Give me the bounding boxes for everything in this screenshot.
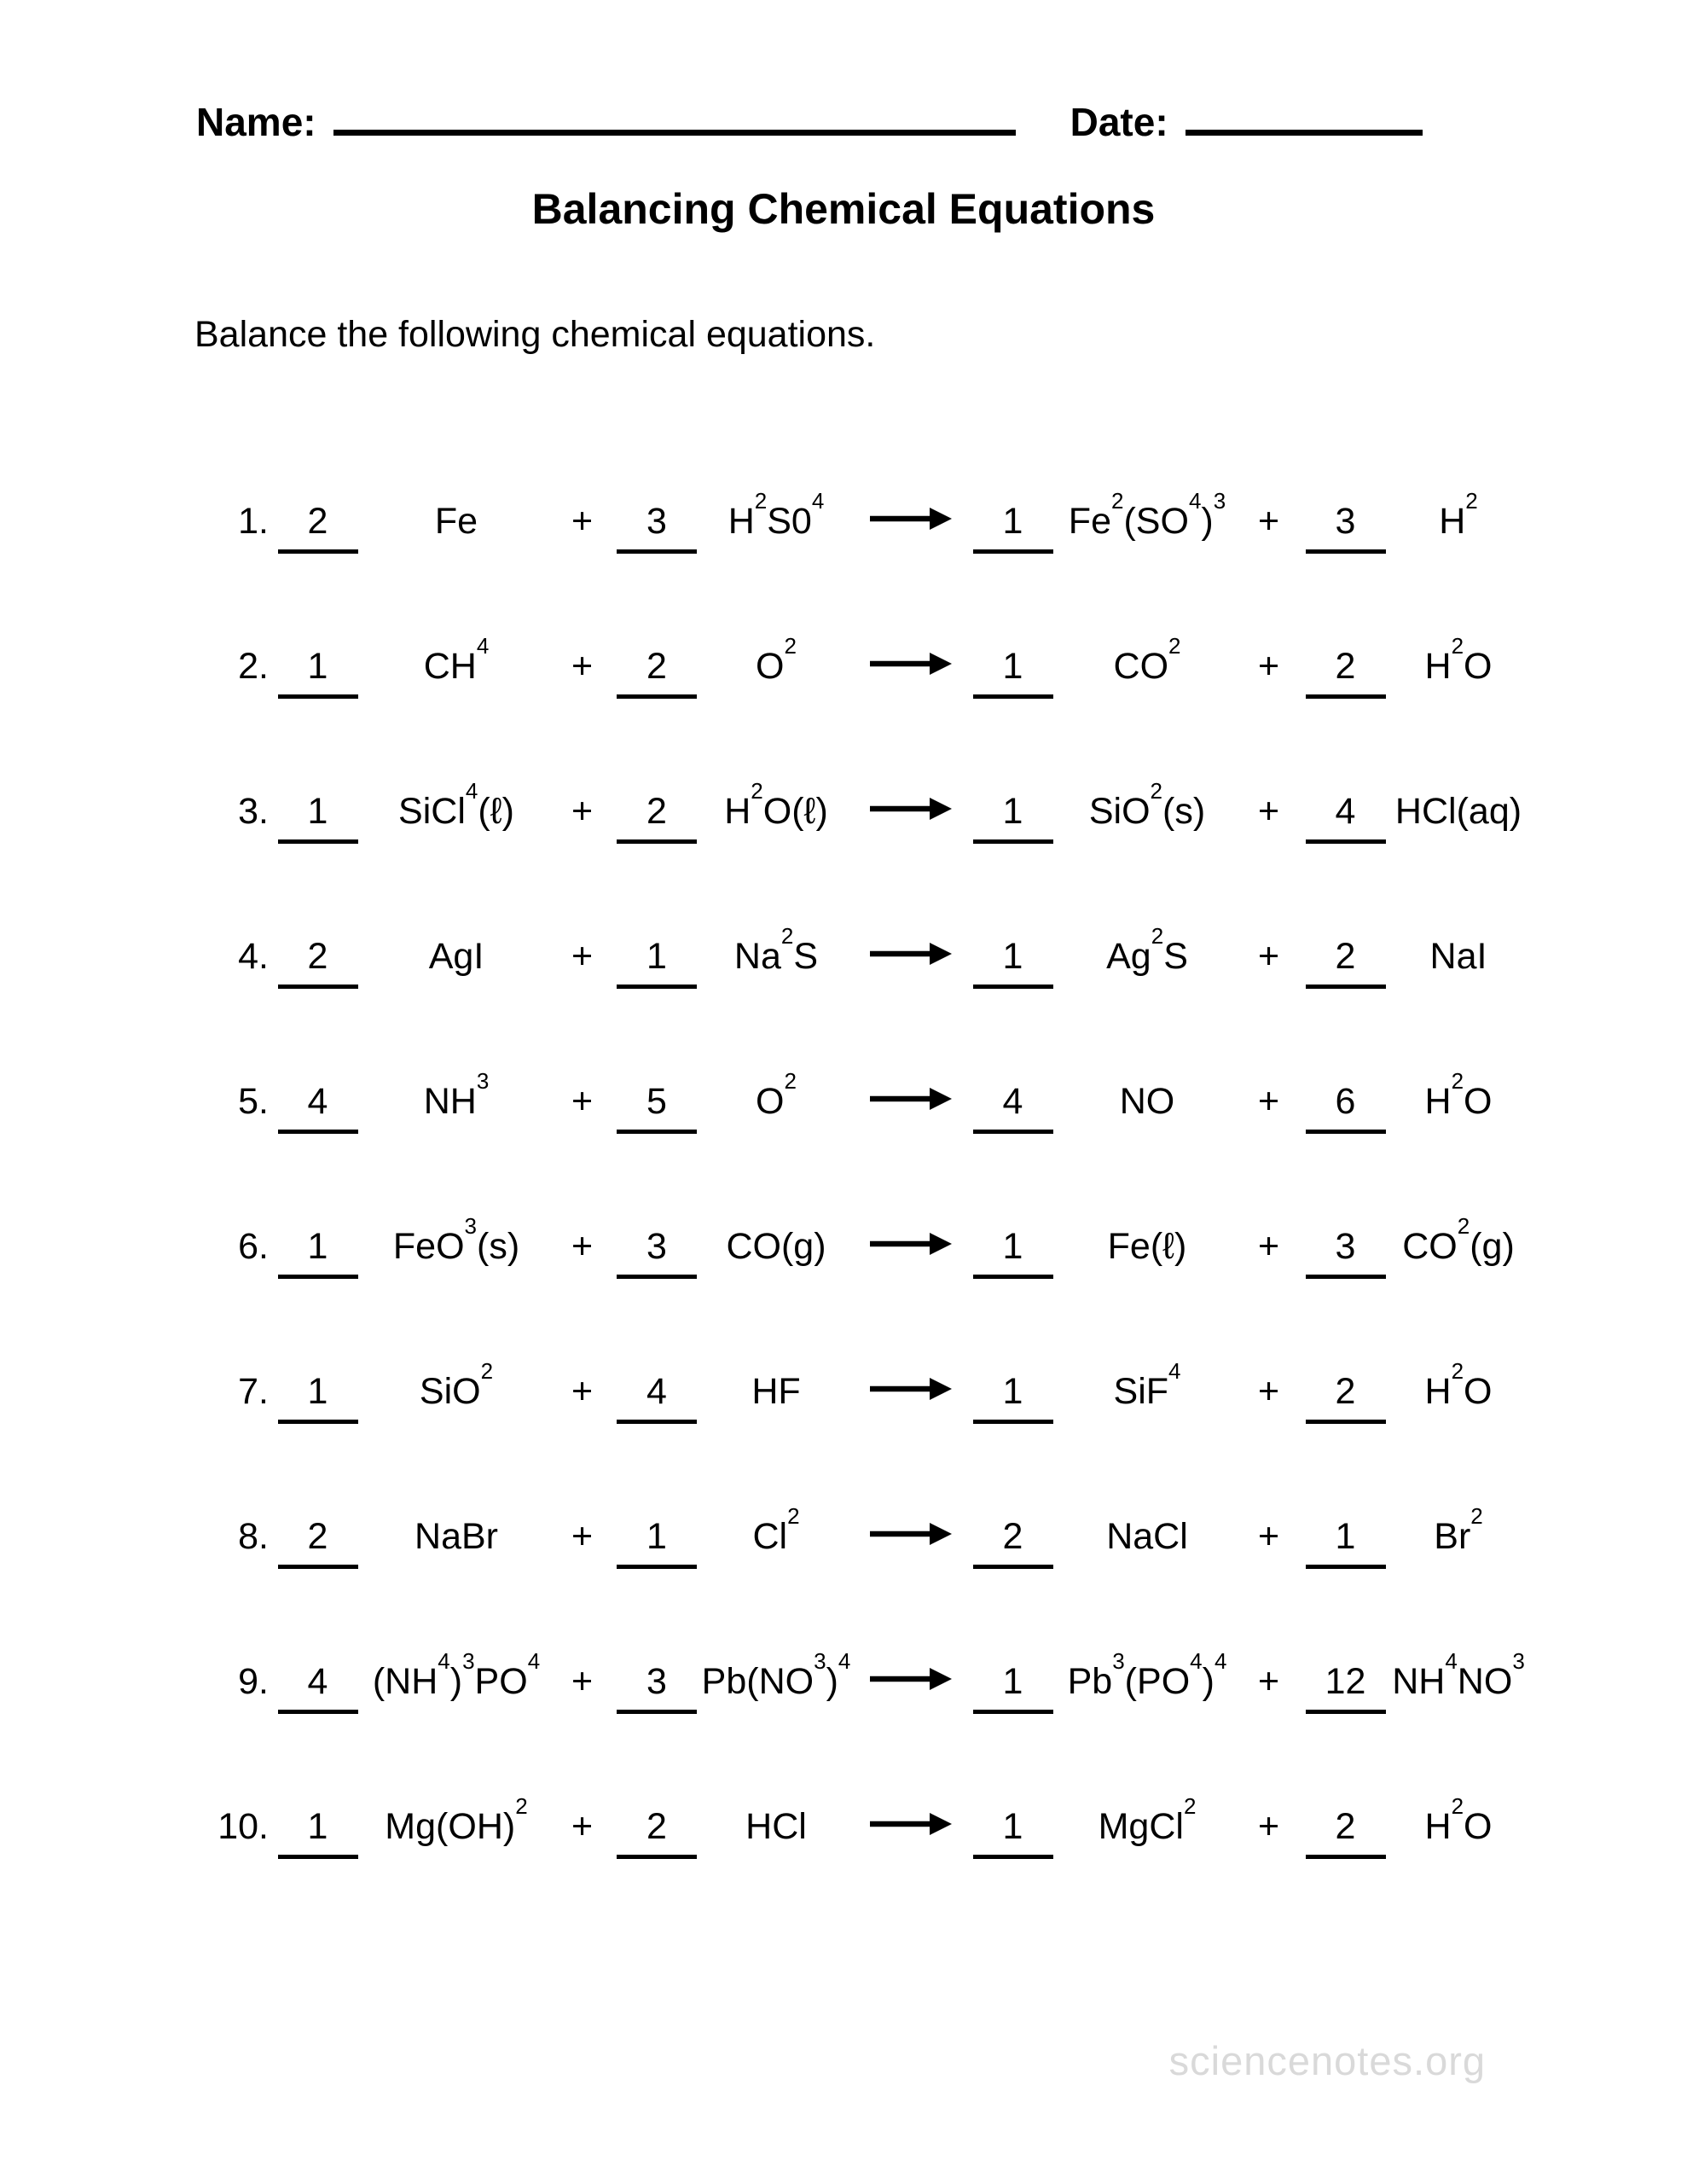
equation-row [0, 744, 1687, 889]
yields-arrow-icon [857, 939, 964, 968]
reactant-2-formula: H 2 O(ℓ) [724, 778, 828, 832]
coefficient-blank-1[interactable]: 1 [278, 791, 358, 844]
reactant-1-formula: SiCl 4 (ℓ) [398, 778, 514, 832]
equation-row [0, 1469, 1687, 1614]
coefficient-blank-1[interactable]: 4 [278, 1081, 358, 1134]
coefficient-blank-4[interactable]: 6 [1306, 1081, 1386, 1134]
equation-number: 4. [238, 936, 269, 977]
plus-sign: + [1257, 1661, 1280, 1702]
reactant-2-formula: Pb(NO 3 ) 4 [701, 1648, 851, 1702]
equation-row [0, 454, 1687, 599]
coefficient-blank-2[interactable]: 3 [617, 1226, 697, 1279]
plus-sign: + [1257, 936, 1280, 977]
product-1-formula: Ag 2 S [1106, 923, 1188, 977]
equation-number: 10. [217, 1806, 269, 1847]
date-input-line[interactable] [1186, 130, 1423, 136]
reactant-1-formula: CH 4 [423, 633, 490, 687]
coefficient-blank-3[interactable]: 1 [973, 791, 1053, 844]
plus-sign: + [1257, 791, 1280, 832]
coefficient-blank-3[interactable]: 1 [973, 1806, 1053, 1859]
equation-row [0, 1034, 1687, 1179]
coefficient-blank-4[interactable]: 3 [1306, 501, 1386, 554]
product-2-formula: HCl(aq) [1394, 791, 1522, 832]
plus-sign: + [571, 1081, 594, 1122]
coefficient-blank-1[interactable]: 1 [278, 1371, 358, 1424]
product-2-formula: NH 4 NO 3 [1392, 1648, 1525, 1702]
coefficient-blank-3[interactable]: 1 [973, 936, 1053, 989]
equation-row [0, 889, 1687, 1034]
coefficient-blank-4[interactable]: 1 [1306, 1516, 1386, 1569]
product-1-formula: Fe 2 (SO 4 ) 3 [1068, 488, 1226, 542]
coefficient-blank-2[interactable]: 3 [617, 501, 697, 554]
coefficient-blank-2[interactable]: 5 [617, 1081, 697, 1134]
reactant-2-formula: Na 2 S [733, 923, 819, 977]
coefficient-blank-2[interactable]: 2 [617, 1806, 697, 1859]
equation-number: 3. [238, 791, 269, 832]
coefficient-blank-4[interactable]: 2 [1306, 936, 1386, 989]
coefficient-blank-3[interactable]: 2 [973, 1516, 1053, 1569]
equation-row [0, 1179, 1687, 1324]
coefficient-blank-2[interactable]: 2 [617, 791, 697, 844]
reactant-2-formula: CO(g) [726, 1226, 826, 1267]
coefficient-blank-1[interactable]: 1 [278, 1806, 358, 1859]
equation-number: 7. [238, 1371, 269, 1412]
product-2-formula: NaI [1429, 936, 1487, 977]
yields-arrow-icon [857, 504, 964, 533]
equation-row [0, 1759, 1687, 1904]
reactant-2-formula: HCl [745, 1806, 807, 1847]
coefficient-blank-3[interactable]: 1 [973, 1661, 1053, 1714]
plus-sign: + [1257, 1806, 1280, 1847]
yields-arrow-icon [857, 1809, 964, 1838]
coefficient-blank-2[interactable]: 2 [617, 646, 697, 699]
product-2-formula: Br 2 [1434, 1503, 1483, 1557]
reactant-1-formula: NaBr [415, 1516, 498, 1557]
equation-number: 8. [238, 1516, 269, 1557]
coefficient-blank-1[interactable]: 2 [278, 1516, 358, 1569]
coefficient-blank-4[interactable]: 12 [1306, 1661, 1386, 1714]
coefficient-blank-2[interactable]: 4 [617, 1371, 697, 1424]
plus-sign: + [1257, 501, 1280, 542]
plus-sign: + [571, 1806, 594, 1847]
yields-arrow-icon [857, 649, 964, 678]
coefficient-blank-2[interactable]: 1 [617, 1516, 697, 1569]
equation-number: 5. [238, 1081, 269, 1122]
coefficient-blank-1[interactable]: 4 [278, 1661, 358, 1714]
equation-number: 9. [238, 1661, 269, 1702]
instructions-text: Balance the following chemical equations. [194, 314, 876, 355]
yields-arrow-icon [857, 794, 964, 823]
plus-sign: + [571, 1371, 594, 1412]
yields-arrow-icon [857, 1084, 964, 1113]
coefficient-blank-4[interactable]: 4 [1306, 791, 1386, 844]
reactant-2-formula: O 2 [756, 1068, 797, 1122]
product-1-formula: SiO 2 (s) [1088, 778, 1206, 832]
equation-number: 2. [238, 646, 269, 687]
coefficient-blank-2[interactable]: 3 [617, 1661, 697, 1714]
coefficient-blank-3[interactable]: 1 [973, 1371, 1053, 1424]
reactant-2-formula: O 2 [756, 633, 797, 687]
reactant-1-formula: AgI [428, 936, 484, 977]
product-1-formula: Pb 3 (PO 4 ) 4 [1067, 1648, 1227, 1702]
coefficient-blank-1[interactable]: 2 [278, 936, 358, 989]
page-title: Balancing Chemical Equations [531, 185, 1156, 233]
yields-arrow-icon [857, 1664, 964, 1693]
footer-watermark: sciencenotes.org [1168, 2038, 1486, 2083]
product-2-formula: H 2 O [1424, 1358, 1493, 1412]
equations-list [0, 454, 1687, 1904]
equation-row [0, 599, 1687, 744]
plus-sign: + [571, 501, 594, 542]
coefficient-blank-4[interactable]: 2 [1306, 1806, 1386, 1859]
reactant-1-formula: (NH 4 ) 3 PO 4 [372, 1648, 541, 1702]
plus-sign: + [571, 936, 594, 977]
plus-sign: + [571, 791, 594, 832]
header [196, 99, 1423, 145]
reactant-1-formula: FeO 3 (s) [392, 1213, 520, 1267]
plus-sign: + [571, 1661, 594, 1702]
coefficient-blank-1[interactable]: 1 [278, 646, 358, 699]
product-1-formula: NaCl [1106, 1516, 1188, 1557]
yields-arrow-icon [857, 1374, 964, 1403]
plus-sign: + [1257, 1516, 1280, 1557]
coefficient-blank-3[interactable]: 1 [973, 1226, 1053, 1279]
coefficient-blank-3[interactable]: 4 [973, 1081, 1053, 1134]
product-1-formula: SiF 4 [1113, 1358, 1181, 1412]
plus-sign: + [571, 1516, 594, 1557]
product-1-formula: NO [1119, 1081, 1175, 1122]
reactant-2-formula: Cl 2 [752, 1503, 800, 1557]
plus-sign: + [1257, 1371, 1280, 1412]
date-label: Date: [1070, 100, 1168, 144]
equation-number: 6. [238, 1226, 269, 1267]
name-label: Name: [196, 100, 316, 144]
coefficient-blank-2[interactable]: 1 [617, 936, 697, 989]
plus-sign: + [1257, 1081, 1280, 1122]
coefficient-blank-4[interactable]: 3 [1306, 1226, 1386, 1279]
reactant-2-formula: H 2 S0 4 [728, 488, 825, 542]
reactant-2-formula: HF [751, 1371, 801, 1412]
plus-sign: + [571, 646, 594, 687]
product-1-formula: Fe(ℓ) [1107, 1226, 1187, 1267]
name-input-line[interactable] [333, 130, 1016, 136]
reactant-1-formula: Mg(OH) 2 [385, 1793, 528, 1847]
equation-row [0, 1324, 1687, 1469]
product-2-formula: H 2 O [1424, 1793, 1493, 1847]
coefficient-blank-1[interactable]: 1 [278, 1226, 358, 1279]
plus-sign: + [1257, 646, 1280, 687]
equation-number: 1. [238, 501, 269, 542]
plus-sign: + [1257, 1226, 1280, 1267]
coefficient-blank-4[interactable]: 2 [1306, 1371, 1386, 1424]
reactant-1-formula: Fe [434, 501, 478, 542]
plus-sign: + [571, 1226, 594, 1267]
coefficient-blank-1[interactable]: 2 [278, 501, 358, 554]
coefficient-blank-3[interactable]: 1 [973, 501, 1053, 554]
product-1-formula: MgCl 2 [1098, 1793, 1197, 1847]
reactant-1-formula: SiO 2 [419, 1358, 494, 1412]
product-2-formula: CO 2 (g) [1402, 1213, 1515, 1267]
yields-arrow-icon [857, 1229, 964, 1258]
product-2-formula: H 2 O [1424, 633, 1493, 687]
product-1-formula: CO 2 [1113, 633, 1181, 687]
product-2-formula: H 2 [1439, 488, 1478, 542]
product-2-formula: H 2 O [1424, 1068, 1493, 1122]
yields-arrow-icon [857, 1519, 964, 1548]
coefficient-blank-4[interactable]: 2 [1306, 646, 1386, 699]
coefficient-blank-3[interactable]: 1 [973, 646, 1053, 699]
reactant-1-formula: NH 3 [423, 1068, 490, 1122]
equation-row [0, 1614, 1687, 1759]
